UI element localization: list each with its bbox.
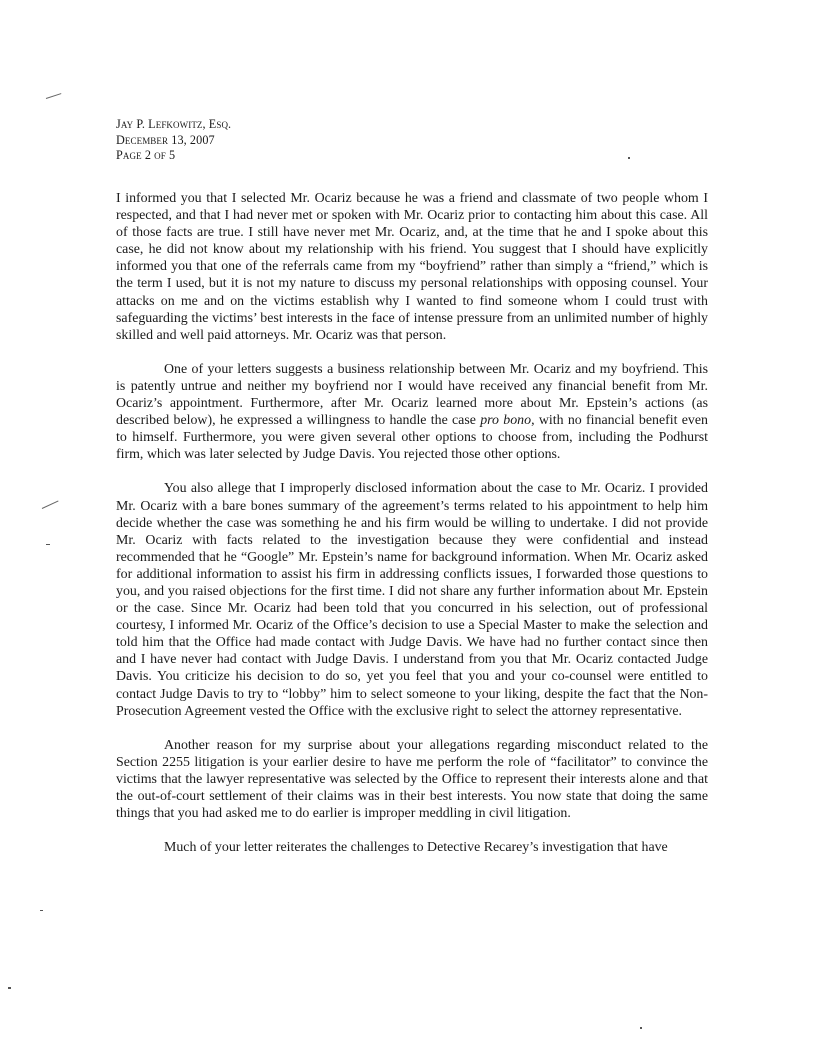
scan-speck: [640, 1027, 642, 1029]
paragraph-2-text-a: One of your letters suggests a business relationship between Mr. Ocariz and my boyfriend. This is patently untrue and neither my boyfriend nor I would have received any financial benefit from Mr. Ocariz’s appointment. Furthermore, after Mr. Ocariz learned more about Mr. Epstein’s actions (as described below), he expressed a willingness to handle the case: [116, 361, 708, 429]
scan-speck: [40, 910, 43, 911]
scan-speck: [46, 544, 50, 545]
paragraph-2-italic: pro bono: [480, 413, 532, 429]
paragraph-3: You also allege that I improperly disclosed information about the case to Mr. Ocariz. I provided Mr. Ocariz with a bare bones summary of the agreement’s terms related to his appointment to help him decide whether the case was something he and his firm would be willing to undertake. I did not provide Mr. Ocariz with facts related to the investigation because they were confidential and instead recommended that he “Google” Mr. Epstein’s name for background information. When Mr. Ocariz asked for additional information to assist his firm in addressing conflicts issues, I forwarded those questions to you, and you raised objections for the first time. I did not share any further information about Mr. Epstein or the case. Since Mr. Ocariz had been told that you concurred in his selection, out of professional courtesy, I informed Mr. Ocariz of the Office’s decision to use a Special Master to make the selection and told him that the Office had made contact with Judge Davis. We have had no further contact since then and I have never had contact with Judge Davis. I understand from you that Mr. Ocariz contacted Judge Davis. You criticize his decision to do so, yet you feel that you and your co-counsel were entitled to contact Judge Davis to try to “lobby” him to select someone to your liking, despite the fact that the Non-Prosecution Agreement vested the Office with the exclusive right to select the attorney representative.: [116, 481, 708, 719]
scan-speck: [628, 157, 630, 159]
letter-body: [116, 190, 708, 873]
paragraph-1: I informed you that I selected Mr. Ocariz because he was a friend and classmate of two people whom I respected, and that I had never met or spoken with Mr. Ocariz prior to contacting him about this case. All of those facts are true. I still have never met Mr. Ocariz, and, at the time that he and I spoke about this case, he did not know about my relationship with his friend. You suggest that I should have explicitly informed you that one of the referrals came from my “boyfriend” rather than simply a “friend,” which is the term I used, but it is not my nature to discuss my personal relationships with opposing counsel. Your attacks on me and on the victims establish why I wanted to find someone whom I could trust with safeguarding the victims’ best interests in the face of intense pressure from an unlimited number of highly skilled and well paid attorneys. Mr. Ocariz was that person.: [116, 191, 708, 343]
addressee: Jay P. Lefkowitz, Esq.: [116, 117, 232, 131]
paragraph-2-text-b: , with no financial benefit even to himself. Furthermore, you were given several other options to choose from, including the Podhurst firm, which was later selected by Judge Davis. You rejected those other options.: [116, 413, 708, 463]
paragraph-5: Much of your letter reiterates the challenges to Detective Recarey’s investigation that have: [164, 840, 668, 856]
paragraph-4: Another reason for my surprise about your allegations regarding misconduct related to the Section 2255 litigation is your earlier desire to have me perform the role of “facilitator” to convince the victims that the lawyer representative was selected by the Office to represent their interests alone and that the out-of-court settlement of their claims was in their best interests. You now state that doing the same things that you had asked me to do earlier is improper meddling in civil litigation.: [116, 737, 708, 822]
letter-header: [116, 117, 231, 164]
scan-mark: [42, 500, 59, 509]
letter-date: December 13, 2007: [116, 132, 215, 147]
paragraph-2: [116, 361, 708, 464]
page-number: Page 2 of 5: [116, 148, 176, 162]
scan-speck: [8, 987, 11, 989]
scan-mark: [46, 93, 62, 99]
